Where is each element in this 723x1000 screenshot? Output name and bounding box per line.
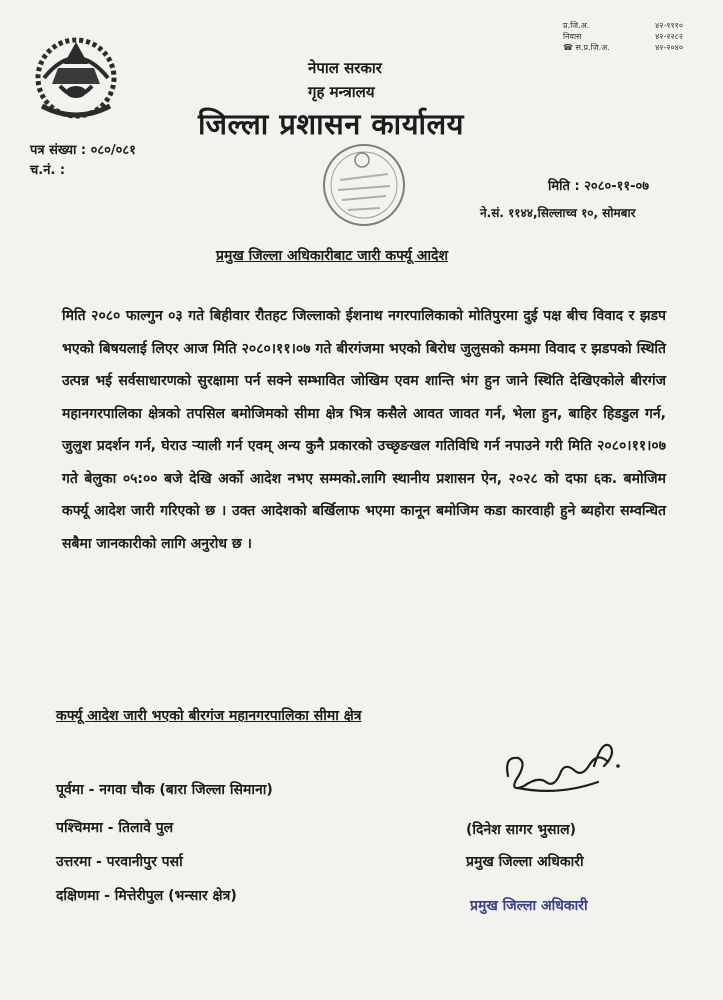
handwritten-signature [498, 736, 628, 806]
letter-number: पत्र संख्या : ०८०/०८१ [30, 143, 136, 158]
ministry-name: गृह मन्त्रालय [308, 83, 375, 101]
dispatch-number: च.नं. : [30, 163, 66, 178]
contact-row: प्र.जि.अ. ४२-१११० [563, 21, 683, 30]
contact-row: ☎ स.प्र.जि.अ. ४२-२०४० [563, 43, 683, 52]
boundary-north: उत्तरमा - परवानीपुर पर्सा [56, 854, 183, 870]
signatory-stamp: प्रमुख जिल्ला अधिकारी [470, 898, 588, 914]
office-title: जिल्ला प्रशासन कार्यालय [198, 107, 465, 141]
order-body: मिति २०८० फाल्गुन ०३ गते बिहीवार रौतहट जिल्लाको ईशनाथ नगरपालिकाको मोतिपुरमा दुई पक्ष बीच विवाद र झडप भएको बिषयलाई लिएर आज मिति २०८०।११।०७ गते बीरगंजमा भएको बिरोध जुलुसको कममा विवाद र झडपको स्थिति उत्पन्न भई सर्वसाधारणको सुरक्षामा पर्न सक्ने सम्भावित जोखिम एवम शान्ति भंग हुन जाने स्थिति देखिएकोले बीरगंज महानगरपालिका क्षेत्रको तपसिल बमोजिमको सीमा क्षेत्र भित्र कसैले आवत जावत गर्न, भेला हुन, बाहिर हिडडुल गर्न, जुलुश प्रदर्शन गर्न, घेराउ र्‍याली गर्न एवम् अन्य कुनै प्रकारको उच्छृङखल गतिविधि गर्न नपाउने गरी मिति २०८०।११।०७ गते बेलुका ०५:०० बजे देखि अर्को आदेश नभए सम्मको.लागि स्थानीय प्रशासन ऐन, २०२८ को दफा ६क. बमोजिम कर्फ्यू आदेश जारी गरिएको छ । उक्त आदेशको बर्खिलाफ भएमा कानून बमोजिम कडा कारवाही हुने ब्यहोरा सम्वन्धित सबैमा जानकारीको लागि अनुरोध छ । [62, 308, 666, 552]
boundary-east: पूर्वमा - नगवा चौक (बारा जिल्ला सिमाना) [56, 782, 273, 798]
signatory-name: (दिनेश सागर भुसाल) [466, 822, 577, 838]
boundary-south: दक्षिणमा - मित्तेरीपुल (भन्सार क्षेत्र) [56, 888, 237, 904]
boundary-west: पश्चिममा - तिलावे पुल [56, 820, 174, 836]
nepal-emblem-icon [30, 28, 122, 128]
government-name: नेपाल सरकार [308, 59, 382, 77]
signatory-title: प्रमुख जिल्ला अधिकारी [466, 854, 584, 870]
boundary-section-heading: कर्फ्यू आदेश जारी भएको बीरगंज महानगरपालिका सीमा क्षेत्र [56, 708, 362, 724]
contact-numbers [563, 20, 683, 53]
office-seal-stamp [318, 140, 410, 230]
phone-icon: ☎ स.प्र.जि.अ. [563, 43, 610, 52]
contact-row: निवास ४२-२२८२ [563, 32, 683, 41]
nepal-sambat-date: ने.सं. ११४४,सिल्लाच्व १०, सोमबार [480, 206, 636, 220]
subject-heading: प्रमुख जिल्ला अधिकारीबाट जारी कर्फ्यू आदेश [216, 248, 448, 264]
letter-date: मिति : २०८०-११-०७ [548, 179, 650, 194]
